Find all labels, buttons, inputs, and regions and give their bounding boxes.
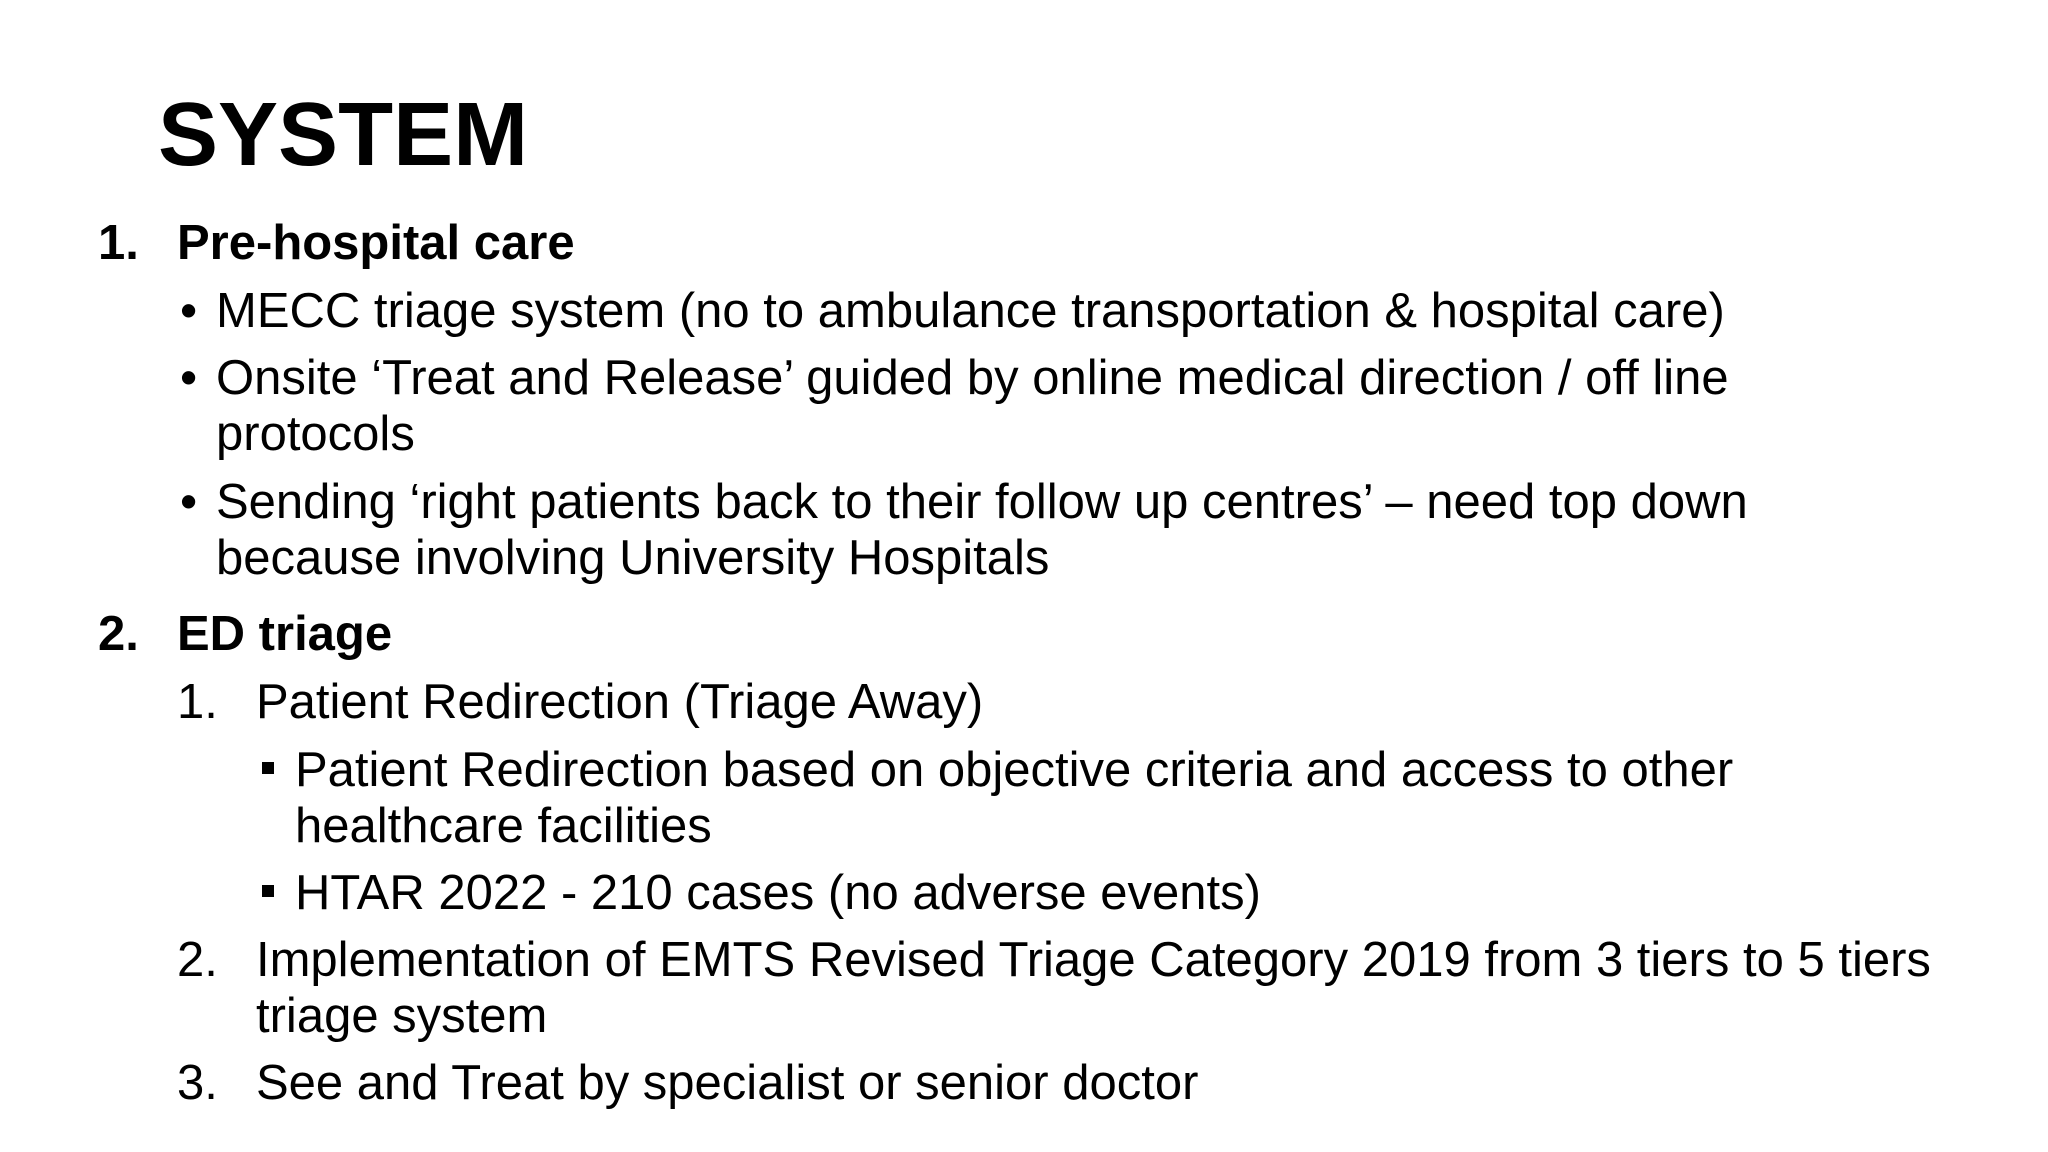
section-2-item-3-line-1: See and Treat by specialist or senior doctor bbox=[256, 1056, 1199, 1110]
section-2-item-2-line-1: Implementation of EMTS Revised Triage Category 2019 from 3 tiers to 5 tiers bbox=[256, 933, 1931, 987]
slide-title: SYSTEM bbox=[158, 85, 529, 185]
section-2-number: 2. bbox=[98, 607, 139, 661]
section-2-item-1-line-1: Patient Redirection (Triage Away) bbox=[256, 675, 984, 729]
section-1-bullet-1-line-1: MECC triage system (no to ambulance transportation & hospital care) bbox=[216, 284, 1725, 338]
section-1-heading: Pre-hospital care bbox=[177, 216, 575, 270]
section-2-heading: ED triage bbox=[177, 607, 393, 661]
section-2-item-1-number: 1. bbox=[177, 675, 218, 729]
section-2-item-2-number: 2. bbox=[177, 933, 218, 987]
square-bullet-icon bbox=[262, 762, 274, 774]
section-2-item-3-number: 3. bbox=[177, 1056, 218, 1110]
bullet-dot-icon: • bbox=[180, 475, 198, 529]
section-2-subitem-2-line-1: HTAR 2022 - 210 cases (no adverse events) bbox=[295, 866, 1261, 920]
bullet-dot-icon: • bbox=[180, 351, 198, 405]
bullet-dot-icon: • bbox=[180, 284, 198, 338]
section-2-subitem-1-line-2: healthcare facilities bbox=[295, 799, 712, 853]
section-1-bullet-3-line-2: because involving University Hospitals bbox=[216, 531, 1050, 585]
section-2-subitem-1-line-1: Patient Redirection based on objective criteria and access to other bbox=[295, 743, 1734, 797]
section-1-bullet-2-line-2: protocols bbox=[216, 407, 415, 461]
section-1-number: 1. bbox=[98, 216, 139, 270]
section-1-bullet-3-line-1: Sending ‘right patients back to their follow up centres’ – need top down bbox=[216, 475, 1748, 529]
section-1-bullet-2-line-1: Onsite ‘Treat and Release’ guided by online medical direction / off line bbox=[216, 351, 1729, 405]
section-2-item-2-line-2: triage system bbox=[256, 989, 548, 1043]
square-bullet-icon bbox=[262, 885, 274, 897]
